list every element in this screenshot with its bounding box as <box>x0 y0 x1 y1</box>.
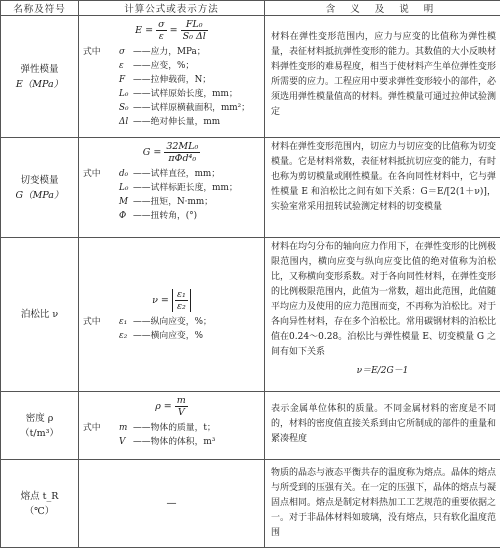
cell-name <box>1 392 79 460</box>
description-formula: ν＝E/2G－1 <box>356 366 409 376</box>
definition-item <box>83 315 264 329</box>
fraction-denominator: V <box>177 407 185 418</box>
variable-definitions <box>79 167 264 223</box>
cell-name <box>1 138 79 238</box>
fraction-numerator: σ <box>158 19 165 30</box>
description-text: 材料在均匀分布的轴向应力作用下，在弹性变形的比例极限范围内，横向应变与纵向应变比值的绝对值称为泊松比，又称横向变形系数。对于各向同性材料，在弹性变形的比例极限范围内，此值为一常数，超出此范围，此值随平均应力及使用的应力范围而变，不再称为泊松比。对于各向异性材料，存在多个泊松比。常用碳钢材料的泊松比值在0.24～0.28。泊松比与弹性模量 E、切变模量 G 之间有如下关系 <box>271 242 497 357</box>
where-label: 式中 <box>83 169 101 179</box>
formula-lhs: ν = <box>152 294 169 306</box>
cell-description <box>265 138 500 238</box>
variable-definitions <box>79 315 264 343</box>
property-symbol-unit: G（MPa） <box>15 189 64 201</box>
property-name: 密度 ρ <box>25 412 54 424</box>
cell-formula <box>79 238 265 392</box>
definition-symbol: L₀ <box>119 89 129 99</box>
definition-symbol: m <box>119 423 128 433</box>
formula-fraction <box>175 289 188 312</box>
definition-item <box>83 45 264 59</box>
definition-text: ——扭矩，N·mm； <box>133 197 213 207</box>
definition-text: ——横向应变，% <box>133 331 203 341</box>
definition-symbol: M <box>119 197 129 207</box>
fraction-denominator: πΦd⁴₀ <box>168 153 197 164</box>
variable-definitions <box>79 45 264 129</box>
definition-item <box>83 181 264 195</box>
property-unit: （℃） <box>24 505 55 517</box>
definition-text: ——试样原始长度，mm； <box>133 89 238 99</box>
formula <box>79 19 264 42</box>
formula-equals: = <box>169 24 178 36</box>
formula <box>79 395 264 418</box>
where-label: 式中 <box>83 317 101 327</box>
where-label: 式中 <box>83 423 101 433</box>
definition-text: ——扭转角，(°) <box>133 211 198 221</box>
definition-text: ——绝对伸长量，mm <box>133 117 221 127</box>
table-row-shear-modulus <box>1 138 500 238</box>
cell-name <box>1 460 79 548</box>
header-meaning: 含 义 及 说 明 <box>265 1 500 16</box>
formula-lhs: G = <box>142 146 162 158</box>
cell-formula <box>79 392 265 460</box>
cell-formula <box>79 138 265 238</box>
header-formula: 计算公式或表示方法 <box>79 1 265 16</box>
definition-item <box>83 209 264 223</box>
formula-fraction <box>164 141 200 164</box>
definition-symbol: L₀ <box>119 183 129 193</box>
definition-item <box>83 115 264 129</box>
property-symbol-unit: E（MPa） <box>15 78 64 90</box>
definition-text: ——拉伸载荷，N； <box>133 75 212 85</box>
cell-description <box>265 460 500 548</box>
definition-symbol: F <box>119 75 126 85</box>
definition-item <box>83 435 264 449</box>
fraction-numerator: 32ML₀ <box>166 141 199 152</box>
where-label: 式中 <box>83 47 101 57</box>
formula-fraction <box>156 19 167 42</box>
definition-text: ——纵向应变，%； <box>133 317 212 327</box>
definition-symbol: ε₂ <box>119 331 128 341</box>
definition-text: ——物体的体积，m³ <box>133 437 216 447</box>
definition-item <box>83 167 264 181</box>
table-row-poisson-ratio <box>1 238 500 392</box>
fraction-numerator: m <box>176 395 186 406</box>
property-name: 泊松比 ν <box>20 309 59 320</box>
fraction-denominator: S₀ Δl <box>182 31 206 42</box>
variable-definitions <box>79 421 264 449</box>
definition-text: ——试样标距长度，mm； <box>133 183 238 193</box>
definition-symbol: σ <box>119 47 126 57</box>
definition-symbol: ε₁ <box>119 317 128 327</box>
formula-fraction <box>181 19 208 42</box>
header-name-symbol: 名称及符号 <box>1 1 79 16</box>
property-name: 切变模量 <box>20 174 59 186</box>
property-unit: （t/m³） <box>20 427 59 439</box>
definition-symbol: S₀ <box>119 103 129 113</box>
definition-symbol: Φ <box>119 211 127 221</box>
definition-text: ——应变，%； <box>133 61 195 71</box>
definition-symbol: V <box>119 437 126 447</box>
definition-item <box>83 59 264 73</box>
cell-formula-empty <box>79 460 265 548</box>
description-text: 材料在弹性变形范围内，切应力与切应变的比值称为切变模量。它是材料常数，表征材料抵抗切应变的能力，有时也称为剪切模量或刚性模量。在各向同性材料中，它与弹性模量 E 和泊松比之间有如下关系：G＝E/[2(1＋ν)]，实验室常采用扭转试验测定材料的切变模量 <box>271 142 497 212</box>
cell-description <box>265 16 500 138</box>
definition-text: ——物体的质量，t； <box>133 423 216 433</box>
cell-name <box>1 238 79 392</box>
fraction-numerator: FL₀ <box>181 19 208 31</box>
cell-name <box>1 16 79 138</box>
definition-text: ——试样直径，mm； <box>133 169 221 179</box>
definition-item <box>83 421 264 435</box>
table-row-elastic-modulus <box>1 16 500 138</box>
definition-symbol: d₀ <box>119 169 129 179</box>
cell-formula <box>79 16 265 138</box>
fraction-numerator: ε₁ <box>176 289 186 300</box>
definition-symbol: Δl <box>119 117 129 127</box>
fraction-denominator: ε₂ <box>176 301 186 312</box>
absolute-value-bars <box>172 289 191 312</box>
definition-item <box>83 329 264 343</box>
description-text: 物质的晶态与液态平衡共存的温度称为熔点。晶体的熔点与所受到的压强有关。在一定的压强下，晶体的熔点与凝固点相同。熔点是制定材料热加工工艺规范的重要依据之一。对于非晶体材料如玻璃，没有熔点，只有软化温度范围 <box>271 468 497 538</box>
definition-item <box>83 87 264 101</box>
formula <box>79 141 264 164</box>
formula <box>79 289 264 312</box>
definition-symbol: ε <box>119 61 124 71</box>
formula-lhs: E = <box>135 24 154 36</box>
empty-dash: — <box>166 498 177 509</box>
table-row-melting-point <box>1 460 500 548</box>
definition-text: ——试样原横截面积，mm²； <box>133 103 250 113</box>
cell-description <box>265 392 500 460</box>
table-header-row <box>1 1 500 16</box>
formula-fraction <box>175 395 188 418</box>
fraction-denominator: ε <box>158 31 164 42</box>
property-name: 弹性模量 <box>20 63 59 75</box>
formula-lhs: ρ = <box>155 400 172 412</box>
definition-item <box>83 101 264 115</box>
definition-item <box>83 73 264 87</box>
cell-description <box>265 238 500 392</box>
definition-item <box>83 195 264 209</box>
table-row-density <box>1 392 500 460</box>
property-name: 熔点 t_R <box>20 490 59 502</box>
description-text: 表示金属单位体积的质量。不同金属材料的密度是不同的，材料的密度值直接关系到由它所制成的部件的重量和紧凑程度 <box>271 404 497 444</box>
definition-text: ——应力，MPa； <box>133 47 206 57</box>
description-text: 材料在弹性变形范围内，应力与应变的比值称为弹性模量，表征材料抵抗弹性变形的能力。其数值的大小反映材料弹性变形的难易程度，相当于使材料产生单位弹性变形所需要的应力。工程应用中要求弹性变形较小的部件，必须选用弹性模量值高的材料。弹性模量可通过拉伸试验测定 <box>271 32 497 117</box>
